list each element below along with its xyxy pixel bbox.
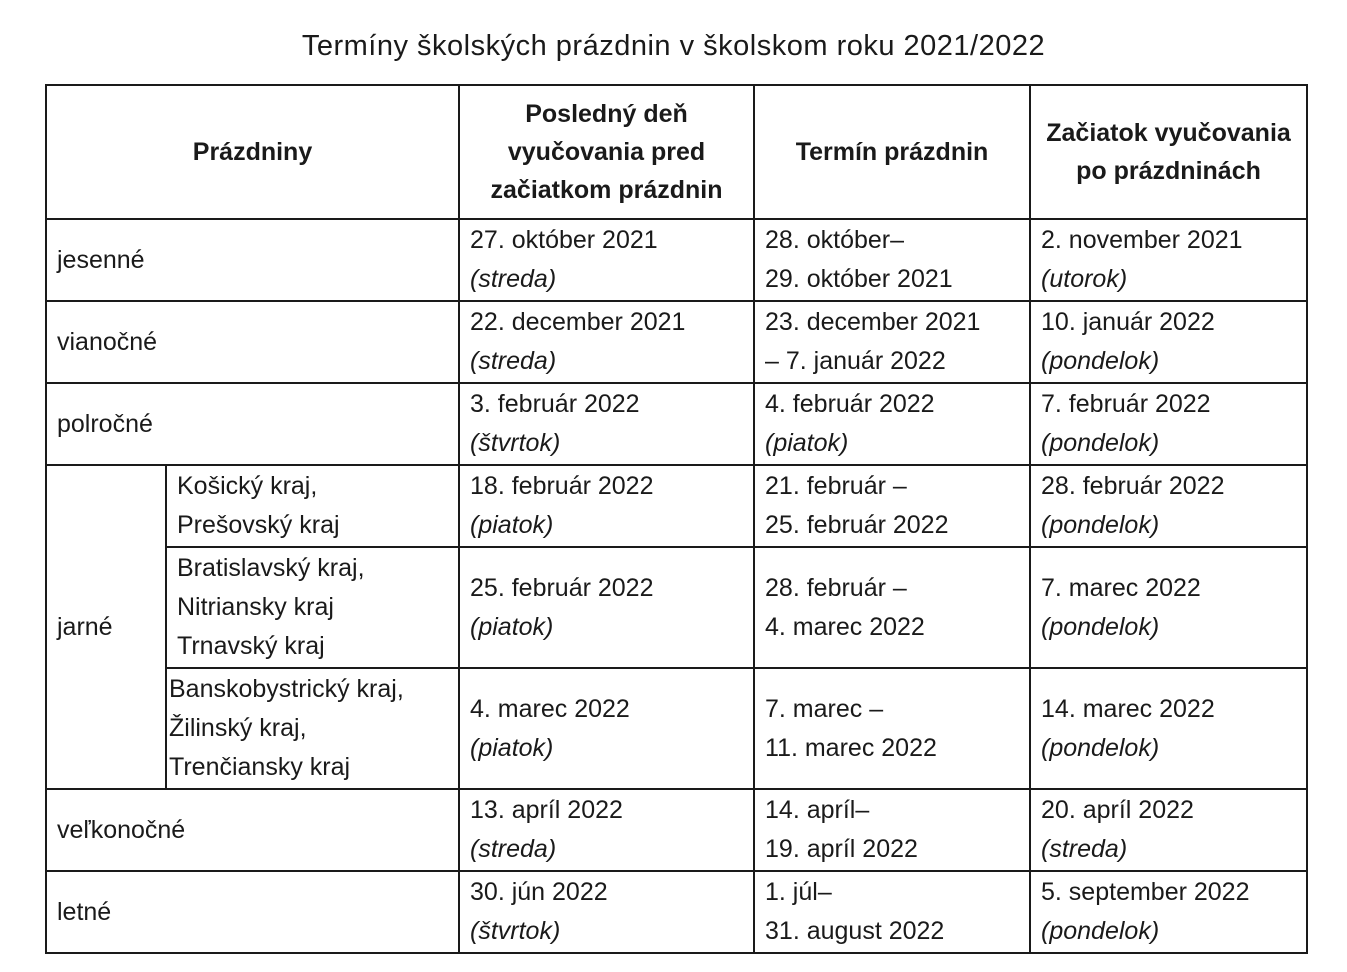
- term-line1: 28. október–: [765, 226, 905, 254]
- last-day-weekday: (štvrtok): [470, 429, 561, 457]
- last-day-cell: [459, 301, 754, 383]
- term-line2: 29. október 2021: [765, 265, 953, 293]
- term-line1: 28. február –: [765, 573, 907, 602]
- start-date: 10. január 2022: [1041, 308, 1215, 336]
- last-day-cell: [459, 383, 754, 465]
- last-day-weekday: (streda): [470, 265, 557, 293]
- last-day-weekday: (štvrtok): [470, 917, 561, 945]
- last-day-weekday: (streda): [470, 347, 557, 375]
- table-row: [46, 547, 1307, 668]
- table-row: [46, 668, 1307, 789]
- term-line1: 23. december 2021: [765, 308, 981, 336]
- start-cell: [1030, 383, 1307, 465]
- start-weekday: (pondelok): [1041, 733, 1160, 762]
- last-day-date: 18. február 2022: [470, 472, 654, 500]
- header-term-label: Termín prázdnin: [795, 138, 989, 166]
- last-day-date: 27. október 2021: [470, 226, 658, 254]
- region-line3: Trnavský kraj: [177, 632, 325, 660]
- header-start-line2: po prázdninách: [1076, 157, 1261, 185]
- holidays-table: [45, 84, 1308, 954]
- header-holidays-label: Prázdniny: [192, 138, 313, 166]
- start-weekday: (pondelok): [1041, 511, 1160, 539]
- term-line1: 7. marec –: [765, 694, 884, 723]
- last-day-cell: [459, 668, 754, 789]
- holiday-name: letné: [46, 871, 459, 953]
- header-row: [46, 85, 1307, 219]
- last-day-cell: [459, 789, 754, 871]
- region-line1: Košický kraj,: [177, 472, 318, 500]
- table-row: [46, 789, 1307, 871]
- table-row: [46, 465, 1307, 547]
- start-cell: [1030, 871, 1307, 953]
- term-line2: 4. marec 2022: [765, 612, 925, 641]
- last-day-date: 4. marec 2022: [470, 694, 630, 723]
- last-day-cell: [459, 871, 754, 953]
- term-line2: 19. apríl 2022: [765, 835, 918, 863]
- term-line2: 25. február 2022: [765, 511, 949, 539]
- start-date: 7. február 2022: [1041, 390, 1211, 418]
- start-cell: [1030, 789, 1307, 871]
- term-cell: [754, 789, 1030, 871]
- term-cell: [754, 465, 1030, 547]
- header-last-day-line2: vyučovania pred: [507, 138, 706, 166]
- last-day-date: 3. február 2022: [470, 390, 640, 418]
- last-day-date: 25. február 2022: [470, 573, 654, 602]
- term-line2: (piatok): [765, 429, 849, 457]
- table-row: [46, 871, 1307, 953]
- term-line2: 11. marec 2022: [765, 733, 937, 762]
- term-cell: [754, 547, 1030, 668]
- holiday-name: veľkonočné: [46, 789, 459, 871]
- table-row: [46, 301, 1307, 383]
- region-line2: Nitriansky kraj: [177, 593, 334, 621]
- region-line1: Bratislavský kraj,: [177, 554, 365, 582]
- holiday-name: polročné: [46, 383, 459, 465]
- holiday-name: jesenné: [46, 219, 459, 301]
- start-weekday: (pondelok): [1041, 917, 1160, 945]
- header-last-day-line1: Posledný deň: [525, 100, 688, 128]
- start-cell: [1030, 219, 1307, 301]
- last-day-cell: [459, 465, 754, 547]
- start-cell: [1030, 547, 1307, 668]
- start-date: 20. apríl 2022: [1041, 796, 1194, 824]
- region-line2: Prešovský kraj: [177, 511, 340, 539]
- table-row: [46, 219, 1307, 301]
- last-day-cell: [459, 547, 754, 668]
- start-date: 2. november 2021: [1041, 226, 1243, 254]
- start-cell: [1030, 465, 1307, 547]
- term-cell: [754, 383, 1030, 465]
- region-line2: Žilinský kraj,: [169, 714, 307, 742]
- last-day-weekday: (piatok): [470, 612, 554, 641]
- term-cell: [754, 219, 1030, 301]
- term-line1: 4. február 2022: [765, 390, 935, 418]
- page-title: Termíny školských prázdnin v školskom roku 2021/2022: [301, 30, 1046, 62]
- term-cell: [754, 301, 1030, 383]
- start-weekday: (streda): [1041, 835, 1128, 863]
- term-line1: 1. júl–: [765, 878, 832, 906]
- header-last-day: [459, 85, 754, 219]
- region-cell: [166, 465, 459, 547]
- last-day-date: 30. jún 2022: [470, 878, 608, 906]
- start-weekday: (pondelok): [1041, 612, 1160, 641]
- start-cell: [1030, 301, 1307, 383]
- header-last-day-line3: začiatkom prázdnin: [490, 176, 723, 204]
- header-start-line1: Začiatok vyučovania: [1046, 119, 1291, 147]
- start-date: 28. február 2022: [1041, 472, 1225, 500]
- region-line3: Trenčiansky kraj: [169, 753, 351, 781]
- table-row: [46, 383, 1307, 465]
- term-cell: [754, 668, 1030, 789]
- last-day-date: 13. apríl 2022: [470, 796, 623, 824]
- start-date: 14. marec 2022: [1041, 694, 1215, 723]
- start-date: 7. marec 2022: [1041, 573, 1201, 602]
- last-day-weekday: (piatok): [470, 511, 554, 539]
- header-holidays: [46, 85, 459, 219]
- region-cell: [166, 547, 459, 668]
- header-start: [1030, 85, 1307, 219]
- holiday-name: jarné: [46, 465, 166, 789]
- term-line2: – 7. január 2022: [765, 347, 946, 375]
- term-line2: 31. august 2022: [765, 917, 945, 945]
- region-cell: [166, 668, 459, 789]
- start-weekday: (pondelok): [1041, 347, 1160, 375]
- term-cell: [754, 871, 1030, 953]
- last-day-date: 22. december 2021: [470, 308, 686, 336]
- term-line1: 21. február –: [765, 472, 907, 500]
- last-day-cell: [459, 219, 754, 301]
- start-date: 5. september 2022: [1041, 878, 1250, 906]
- last-day-weekday: (streda): [470, 835, 557, 863]
- holiday-name: vianočné: [46, 301, 459, 383]
- term-line1: 14. apríl–: [765, 796, 870, 824]
- start-weekday: (utorok): [1041, 265, 1128, 293]
- last-day-weekday: (piatok): [470, 733, 554, 762]
- start-cell: [1030, 668, 1307, 789]
- start-weekday: (pondelok): [1041, 429, 1160, 457]
- region-line1: Banskobystrický kraj,: [169, 675, 404, 703]
- header-term: [754, 85, 1030, 219]
